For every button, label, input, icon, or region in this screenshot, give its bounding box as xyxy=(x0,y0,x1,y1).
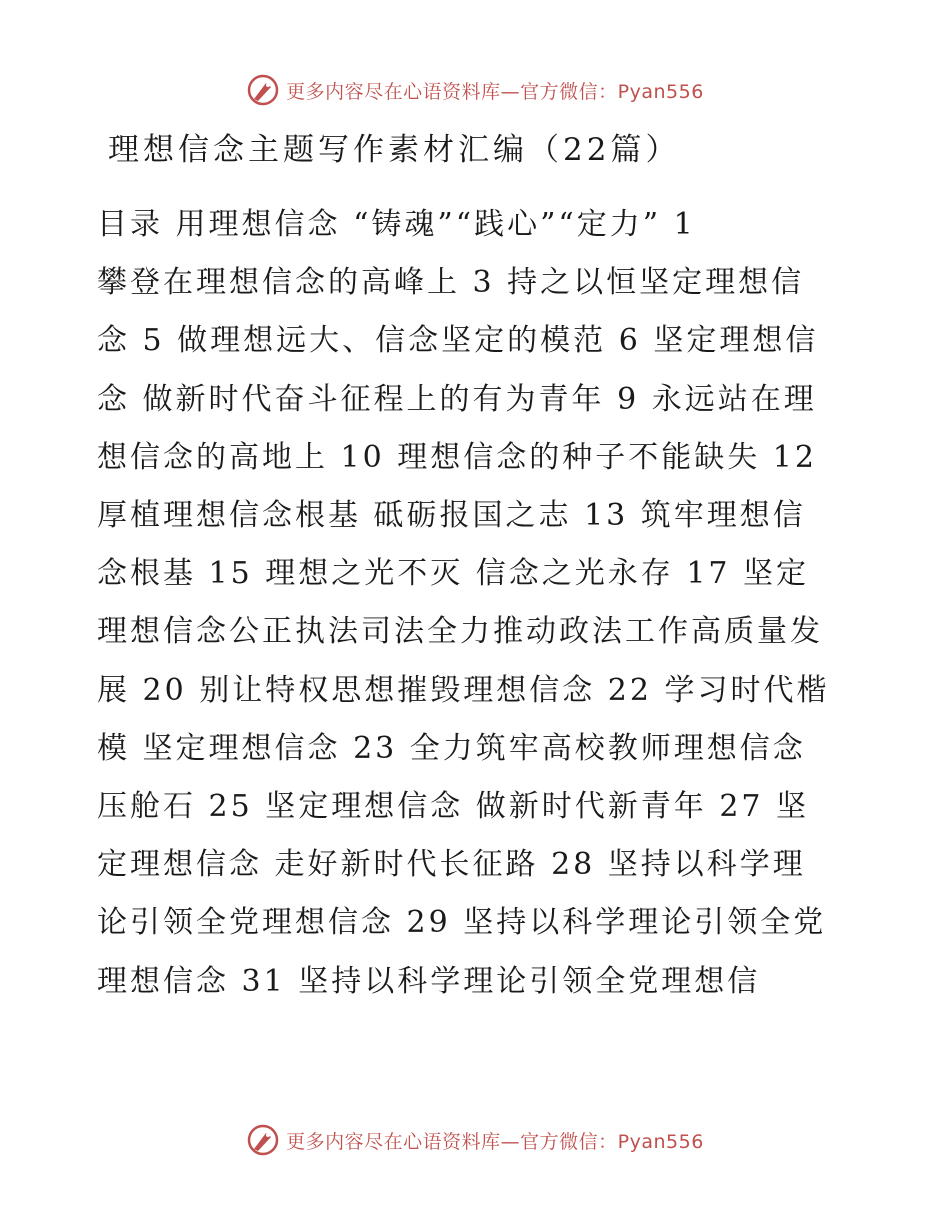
toc-line: 厚植理想信念根基 砥砺报国之志 13 筑牢理想信 xyxy=(97,498,806,534)
toc-line: 念 5 做理想远大、信念坚定的模范 6 坚定理想信 xyxy=(97,323,819,359)
toc-line: 目录 用理想信念 “铸魂”“践心”“定力” 1 xyxy=(97,207,696,242)
toc-line: 理想信念公正执法司法全力推动政法工作高质量发 xyxy=(97,614,823,650)
toc-line: 压舱石 25 坚定理想信念 做新时代新青年 27 坚 xyxy=(97,789,810,825)
toc-line: 攀登在理想信念的高峰上 3 持之以恒坚定理想信 xyxy=(97,265,805,301)
footer-watermark xyxy=(0,1120,950,1160)
document-title: 理想信念主题写作素材汇编（22篇） xyxy=(108,132,681,168)
header-watermark xyxy=(0,70,950,110)
watermark-text: 更多内容尽在心语资料库—官方微信：Pyan556 xyxy=(286,1130,704,1153)
toc-line: 模 坚定理想信念 23 全力筑牢高校教师理想信念 xyxy=(97,730,806,766)
toc-line: 论引领全党理想信念 29 坚持以科学理论引领全党 xyxy=(97,905,827,941)
toc-line: 展 20 别让特权思想摧毁理想信念 22 学习时代楷 xyxy=(97,672,830,708)
toc-line: 理想信念 31 坚持以科学理论引领全党理想信 xyxy=(97,963,761,999)
toc-line: 念根基 15 理想之光不灭 信念之光永存 17 坚定 xyxy=(97,556,810,592)
toc-line: 念 做新时代奋斗征程上的有为青年 9 永远站在理 xyxy=(97,381,817,417)
pen-nib-logo-icon xyxy=(246,73,280,107)
toc-line: 定理想信念 走好新时代长征路 28 坚持以科学理 xyxy=(97,847,806,883)
pen-nib-logo-icon xyxy=(246,1123,280,1157)
table-of-contents xyxy=(97,196,849,1011)
watermark-text: 更多内容尽在心语资料库—官方微信：Pyan556 xyxy=(286,80,704,103)
toc-line: 想信念的高地上 10 理想信念的种子不能缺失 12 xyxy=(97,439,817,475)
